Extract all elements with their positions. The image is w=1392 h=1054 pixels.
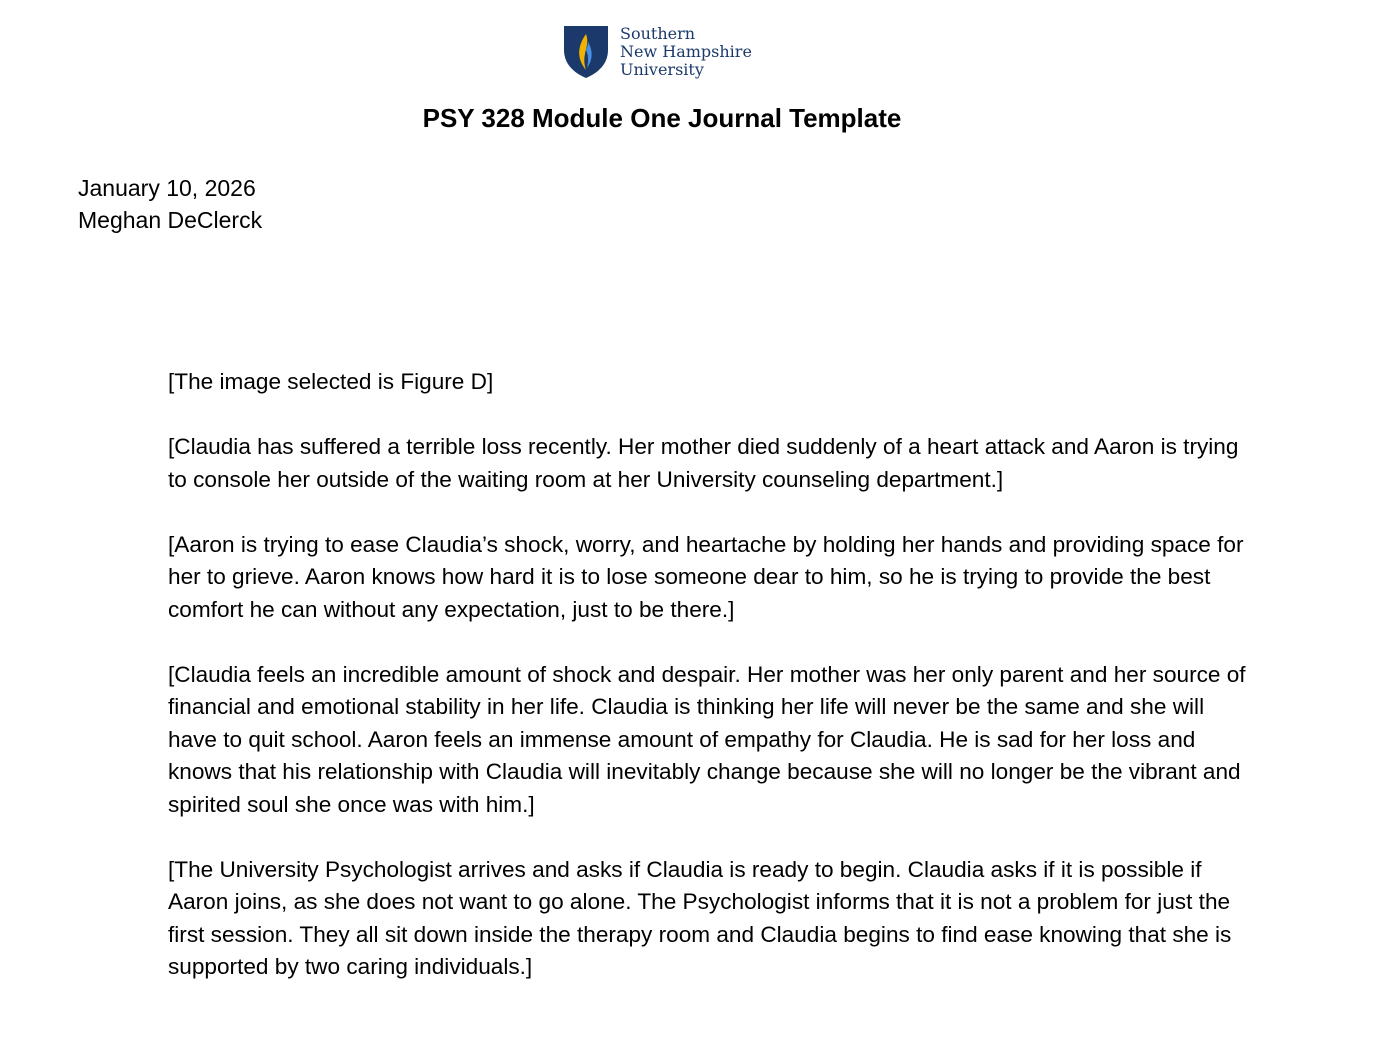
shield-flame-icon xyxy=(562,24,610,80)
paragraph-actions: [Aaron is trying to ease Claudia’s shock, worry, and heartache by holding her hands and providing space for her to grieve. Aaron knows how hard it is to lose someone dear to him, so he is trying to provide the best comfort he can without any expectation, just to be there.] xyxy=(168,531,1244,622)
university-name xyxy=(620,25,752,79)
university-logo xyxy=(562,24,752,80)
paragraph-outcome: [The University Psychologist arrives and asks if Claudia is ready to begin. Claudia asks if it is possible if Aaron joins, as she does not want to go alone. The Psychologist informs that it is not a problem for just the first session. They all sit down inside the therapy room and Claudia begins to find ease knowing that she is supported by two caring individuals.] xyxy=(168,856,1232,979)
paragraph-situation: [Claudia has suffered a terrible loss recently. Her mother died suddenly of a heart attack and Aaron is trying to console her outside of the waiting room at her University counseling department.] xyxy=(168,434,1239,492)
document-meta xyxy=(78,172,262,236)
logo-line-1: Southern xyxy=(620,24,696,43)
document-date: January 10, 2026 xyxy=(78,175,256,201)
document-author: Meghan DeClerck xyxy=(78,207,263,233)
paragraph-figure: [The image selected is Figure D] xyxy=(168,369,494,394)
logo-line-2: New Hampshire xyxy=(620,42,752,61)
logo-line-3: University xyxy=(620,60,704,79)
paragraph-feelings: [Claudia feels an incredible amount of shock and despair. Her mother was her only parent and her source of financial and emotional stability in her life. Claudia is thinking her life will never be the same and she will have to quit school. Aaron feels an immense amount of empathy for Claudia. He is sad for her loss and knows that his relationship with Claudia will inevitably change because she will no longer be the vibrant and spirited soul she once was with him.] xyxy=(168,661,1246,817)
document-title: PSY 328 Module One Journal Template xyxy=(422,103,902,133)
journal-body xyxy=(168,366,1258,1016)
